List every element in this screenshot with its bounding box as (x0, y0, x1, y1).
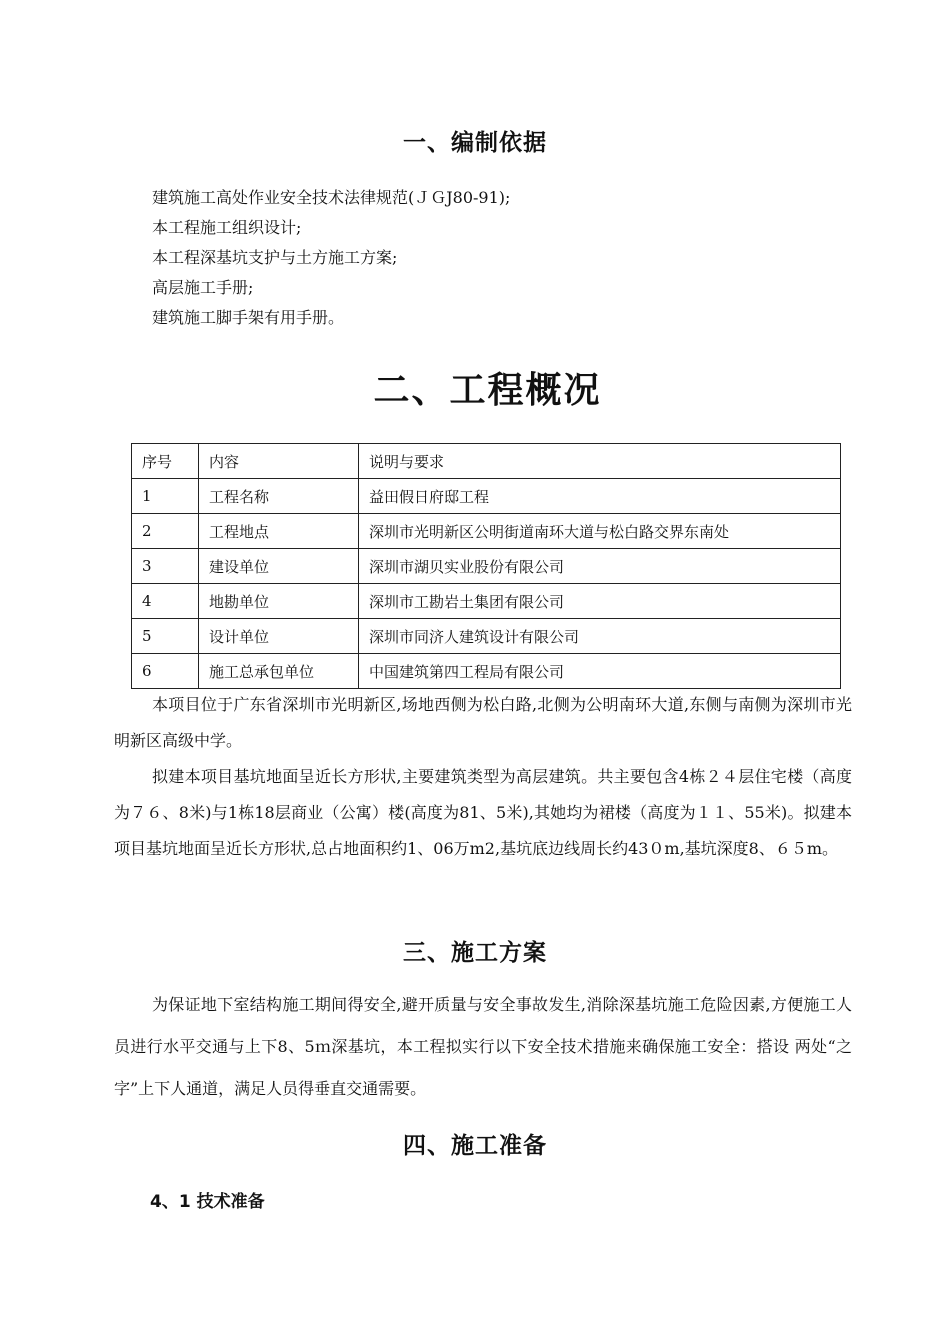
project-overview-table (131, 443, 841, 689)
table-header-row (132, 444, 841, 479)
table-cell: 建设单位 (199, 549, 359, 584)
table-row (132, 479, 841, 514)
table-row (132, 549, 841, 584)
table-cell: 4 (132, 584, 199, 619)
table-cell: 中国建筑第四工程局有限公司 (359, 654, 841, 689)
table-cell: 6 (132, 654, 199, 689)
table-cell: 施工总承包单位 (199, 654, 359, 689)
basis-list (152, 183, 510, 333)
table-cell: 深圳市湖贝实业股份有限公司 (359, 549, 841, 584)
basis-item: 本工程施工组织设计; (152, 218, 302, 237)
table-row (132, 654, 841, 689)
table-cell: 深圳市工勘岩土集团有限公司 (359, 584, 841, 619)
section-title-prep: 四、施工准备 (403, 1133, 547, 1159)
basis-item: 本工程深基坑支护与土方施工方案; (152, 248, 398, 267)
table-cell: 深圳市光明新区公明街道南环大道与松白路交界东南处 (359, 514, 841, 549)
section-title-overview: 二、工程概况 (373, 370, 602, 411)
table-cell: 3 (132, 549, 199, 584)
table-cell: 1 (132, 479, 199, 514)
header-cell-number: 序号 (132, 444, 199, 479)
overview-paragraph-location: 本项目位于广东省深圳市光明新区,场地西侧为松白路,北侧为公明南环大道,东侧与南侧为深圳市光明新区高级中学。 (114, 695, 852, 750)
table-cell: 深圳市同济人建筑设计有限公司 (359, 619, 841, 654)
table-cell: 工程地点 (199, 514, 359, 549)
table-cell: 益田假日府邸工程 (359, 479, 841, 514)
overview-paragraph-scope: 拟建本项目基坑地面呈近长方形状,主要建筑类型为高层建筑。共主要包含4栋２４层住宅楼（高度为７６、8米)与1栋18层商业（公寓）楼(高度为81、5米),其她均为裙楼（高度为１１、55米)。拟建本项目基坑地面呈近长方形状,总占地面积约1、06万m2,基坑底边线周长约43０m,基坑深度8、６５m。 (114, 767, 852, 858)
section-title-basis: 一、编制依据 (403, 130, 547, 156)
plan-paragraph: 为保证地下室结构施工期间得安全,避开质量与安全事故发生,消除深基坑施工危险因素,方便施工人员进行水平交通与上下8、5ｍ深基坑，本工程拟实行以下安全技术措施来确保施工安全：搭设 两处“之字”上下人通道，满足人员得垂直交通需要。 (114, 995, 852, 1098)
header-cell-description: 说明与要求 (359, 444, 841, 479)
basis-item: 高层施工手册; (152, 278, 254, 297)
table-row (132, 584, 841, 619)
basis-item: 建筑施工高处作业安全技术法律规范(ＪＧJ80-91); (152, 188, 511, 207)
table-row (132, 619, 841, 654)
header-cell-content: 内容 (199, 444, 359, 479)
basis-item: 建筑施工脚手架有用手册。 (152, 308, 345, 327)
subsection-title-technical-prep: 4、1 技术准备 (150, 1192, 265, 1212)
table-cell: 2 (132, 514, 199, 549)
table-cell: 5 (132, 619, 199, 654)
table-cell: 工程名称 (199, 479, 359, 514)
table-cell: 设计单位 (199, 619, 359, 654)
table-row (132, 514, 841, 549)
section-title-plan: 三、施工方案 (403, 940, 547, 966)
table-cell: 地勘单位 (199, 584, 359, 619)
